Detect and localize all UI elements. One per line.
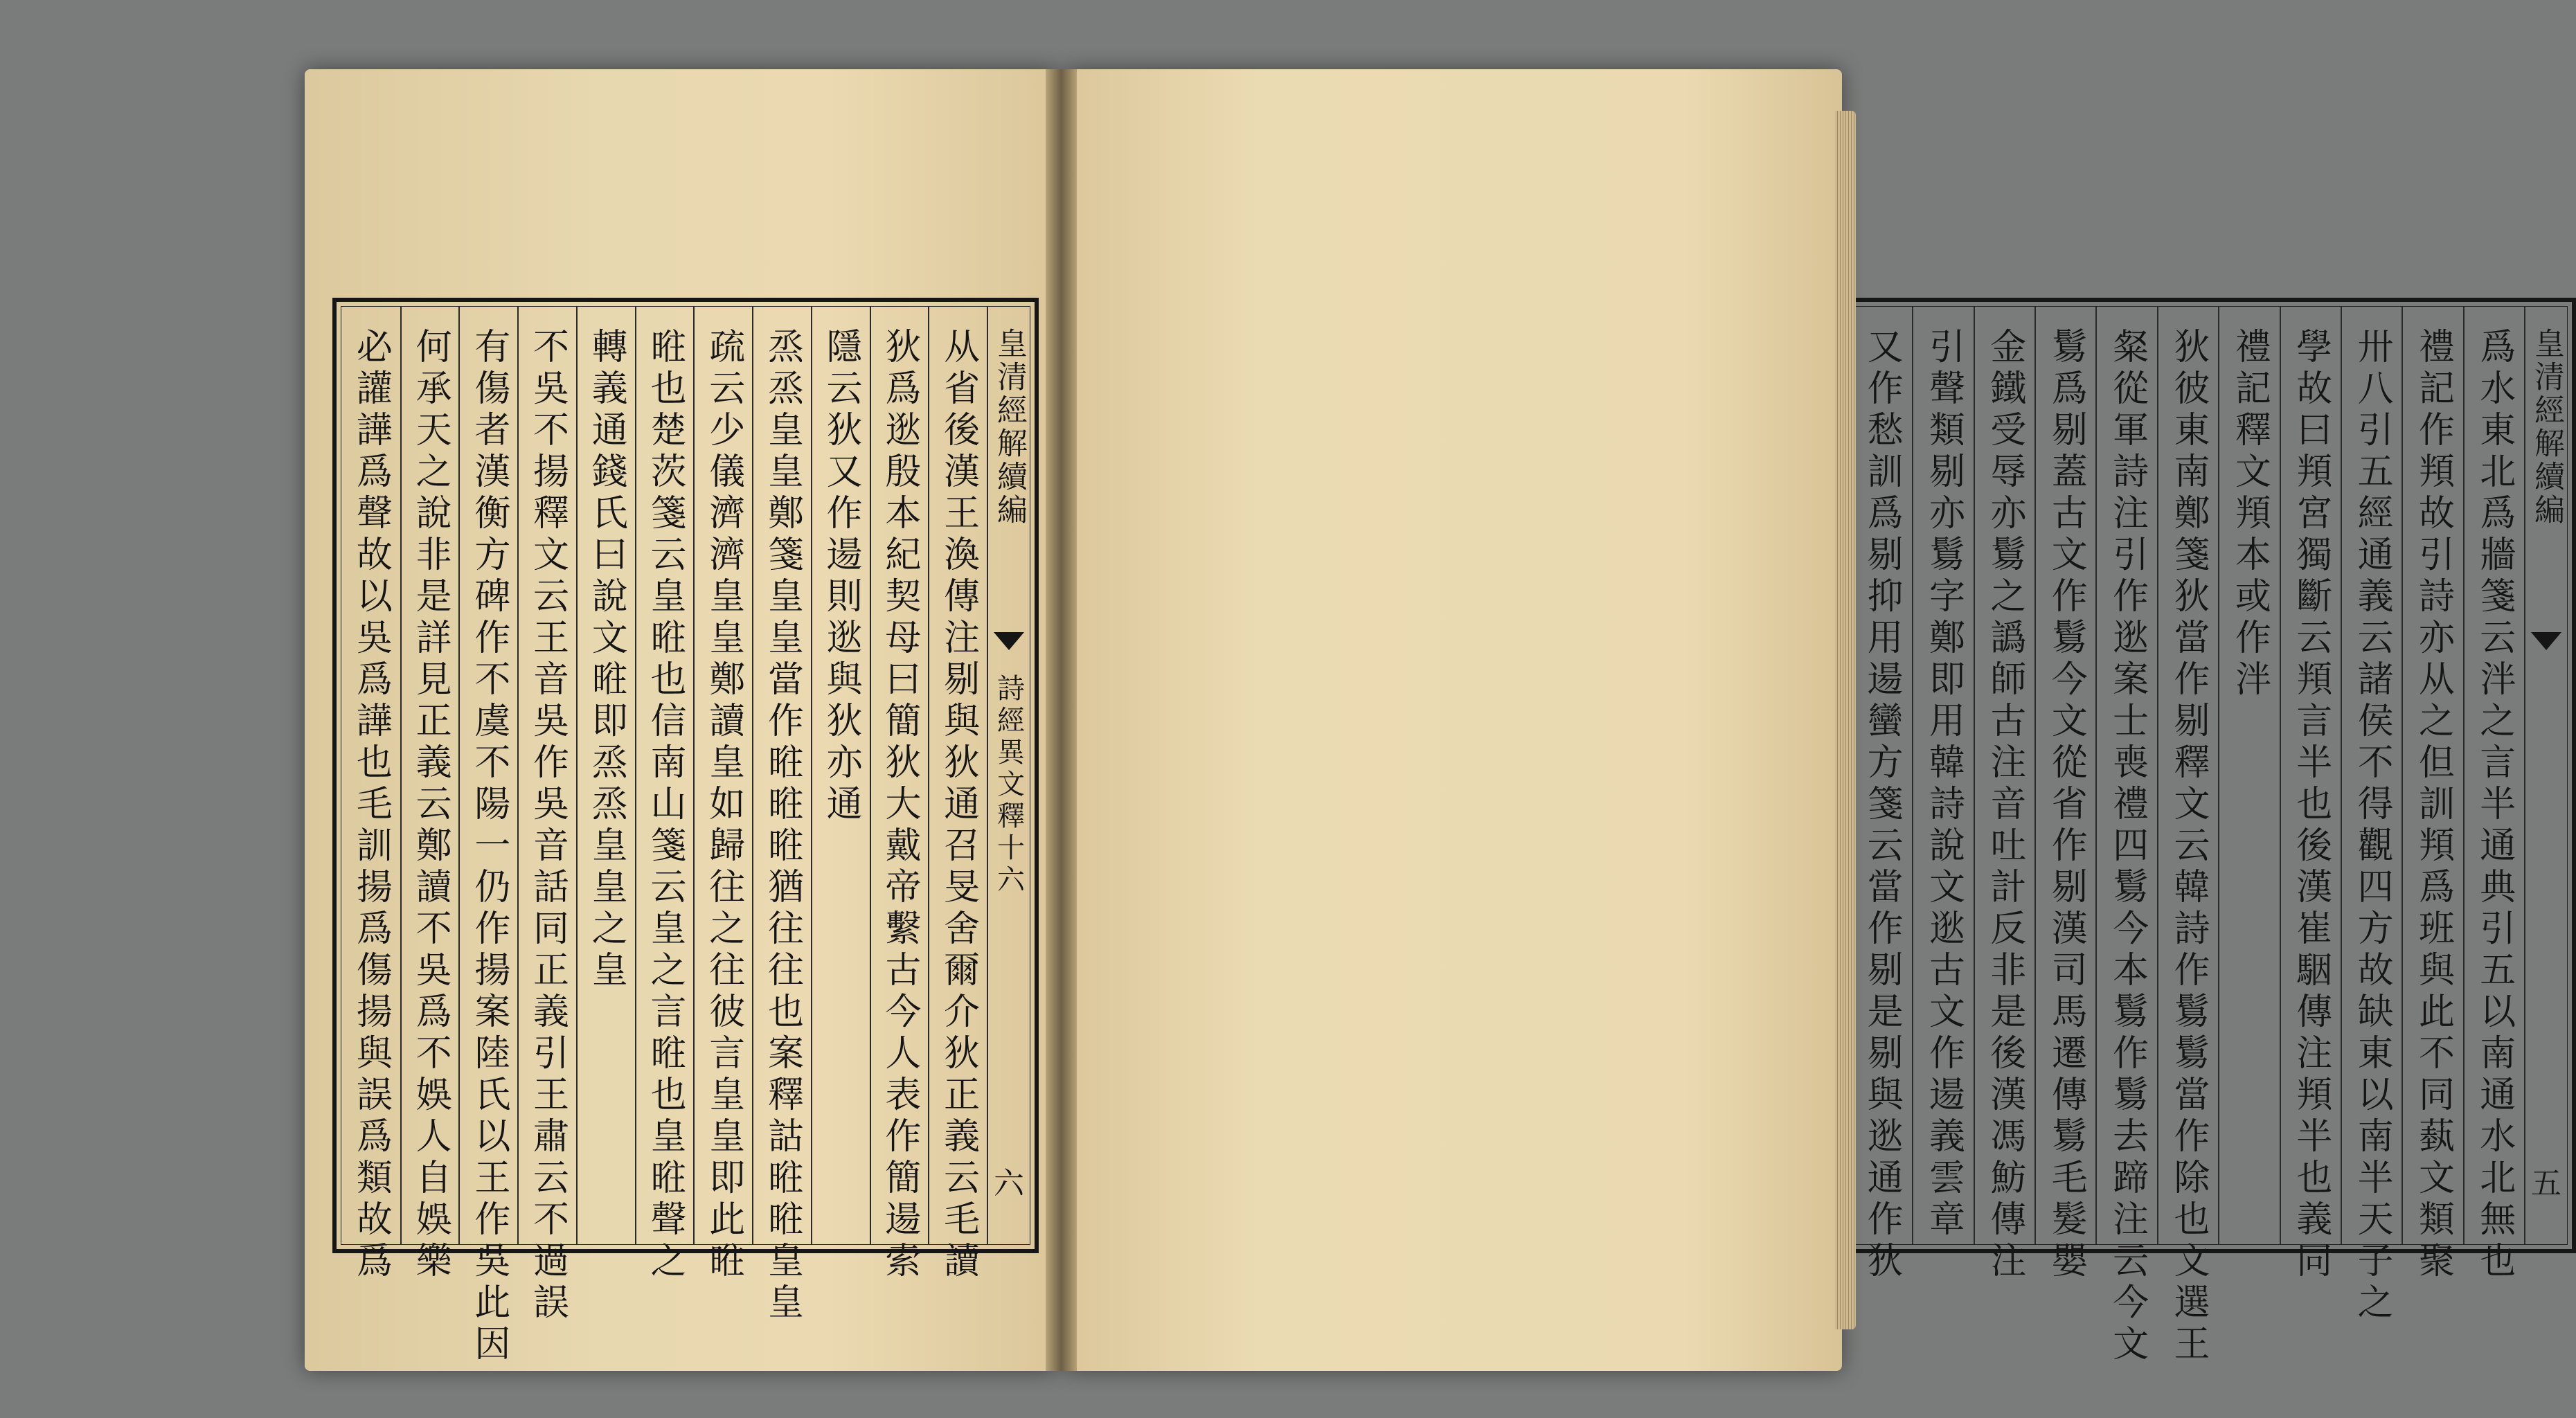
left-margin-section: 詩經異文釋十六	[992, 674, 1025, 897]
right-column-text: 學故曰頖宮獨斷云頖言半也後漢崔駰傳注頖半也義同	[2289, 327, 2332, 1283]
left-text-frame	[332, 298, 1039, 1366]
right-text-frame	[1842, 298, 2576, 1366]
left-column-text: 疏云少儀濟濟皇皇鄭讀皇如歸往之往彼言皇皇即此暀	[702, 327, 744, 1283]
left-column-text: 必讙譁爲聲故以吳爲譁也毛訓揚爲傷揚與誤爲類故爲	[350, 327, 392, 1283]
open-book	[305, 69, 2564, 1378]
left-column-text: 从省後漢王渙傳注剔與狄通召旻舍爾介狄正義云毛讀	[937, 327, 979, 1283]
left-text-column	[517, 307, 576, 1325]
right-margin-column	[2524, 307, 2567, 1244]
right-text-column	[2218, 307, 2279, 1244]
right-column-text: 狄彼東南鄭箋狄當作剔釋文云韓詩作鬄鬄當作除也文選王	[2167, 327, 2209, 1366]
left-text-column	[458, 307, 517, 1366]
right-text-column	[2095, 307, 2156, 1366]
right-text-column	[1851, 307, 1912, 1283]
left-text-column	[870, 307, 929, 1283]
left-column-text: 不吳不揚釋文云王音吳作吳音話同正義引王肅云不過誤	[526, 327, 569, 1325]
left-column-text: 轉義通錢氏曰說文暀即烝烝皇皇之皇	[585, 327, 627, 992]
left-text-column	[400, 307, 459, 1283]
left-text-column	[635, 307, 694, 1283]
left-column-text: 隱云狄又作逿則逖與狄亦通	[820, 327, 862, 826]
fishtail-mark-icon	[2531, 632, 2561, 650]
right-folio-number: 五	[2531, 1166, 2561, 1201]
left-column-text: 狄爲逖殷本紀契母曰簡狄大戴帝繫古今人表作簡逿索	[878, 327, 920, 1283]
left-text-column	[928, 307, 987, 1283]
right-column-text: 引聲類剔亦鬄字鄭即用韓詩說文逖古文作逿義雲章	[1922, 327, 1965, 1241]
book-gutter	[1046, 69, 1077, 1371]
left-text-column	[811, 307, 870, 1244]
right-columns	[1850, 306, 2568, 1366]
right-column-text: 粲從軍詩注引作逖案士喪禮四鬄今本鬄作鬄去蹄注云今文	[2106, 327, 2148, 1366]
right-margin-title: 皇清經解續編	[2529, 327, 2564, 527]
right-text-column	[2034, 307, 2095, 1283]
right-column-text: 鬄爲剔蓋古文作鬄今文從省作剔漢司馬遷傳鬄毛髮嬰	[2045, 327, 2087, 1283]
left-column-text: 烝烝皇皇鄭箋皇皇當作暀暀暀猶往往也案釋詁暀暀皇皇	[761, 327, 803, 1325]
left-text-column	[752, 307, 811, 1325]
right-text-column	[2401, 307, 2462, 1283]
right-text-column	[2157, 307, 2218, 1366]
right-column-text: 卅八引五經通義云諸侯不得觀四方故缺東以南半天子之	[2351, 327, 2393, 1325]
right-text-column	[1912, 307, 1973, 1244]
right-text-column	[1974, 307, 2034, 1283]
left-text-column	[341, 307, 400, 1283]
left-margin-column	[987, 307, 1030, 1244]
right-text-column	[2280, 307, 2341, 1283]
left-margin-title: 皇清經解續編	[992, 327, 1027, 527]
page-edges	[1835, 111, 1856, 1329]
left-text-column	[693, 307, 752, 1283]
right-column-text: 禮記釋文頖本或作泮	[2228, 327, 2271, 701]
right-column-text: 又作愁訓爲剔抑用逿蠻方箋云當作剔是剔與逖通作狄	[1861, 327, 1903, 1283]
right-page	[1066, 69, 2564, 1371]
right-column-text: 爲水東北爲牆箋云泮之言半通典引五以南通水北無也	[2473, 327, 2515, 1283]
left-text-column	[576, 307, 635, 1244]
right-text-column	[2463, 307, 2524, 1283]
right-text-column	[2341, 307, 2401, 1325]
right-column-text: 金鐵受辱亦鬄之譌師古注音吐計反非是後漢馮魴傳注	[1983, 327, 2025, 1283]
left-column-text: 何承天之說非是詳見正義云鄭讀不吳爲不娛人自娛樂	[409, 327, 451, 1283]
fishtail-mark-icon	[994, 632, 1024, 650]
left-column-text: 有傷者漢衡方碑作不虞不陽一仍作揚案陸氏以王作吳此因	[467, 327, 510, 1366]
right-column-text: 禮記作頖故引詩亦从之但訓頖爲班與此不同蓺文類聚	[2412, 327, 2454, 1283]
left-column-text: 暀也楚茨箋云皇暀也信南山箋云皇之言暀也皇暀聲之	[643, 327, 686, 1283]
left-columns	[341, 306, 1030, 1366]
left-page	[305, 69, 1056, 1371]
left-folio-number: 六	[994, 1166, 1024, 1201]
